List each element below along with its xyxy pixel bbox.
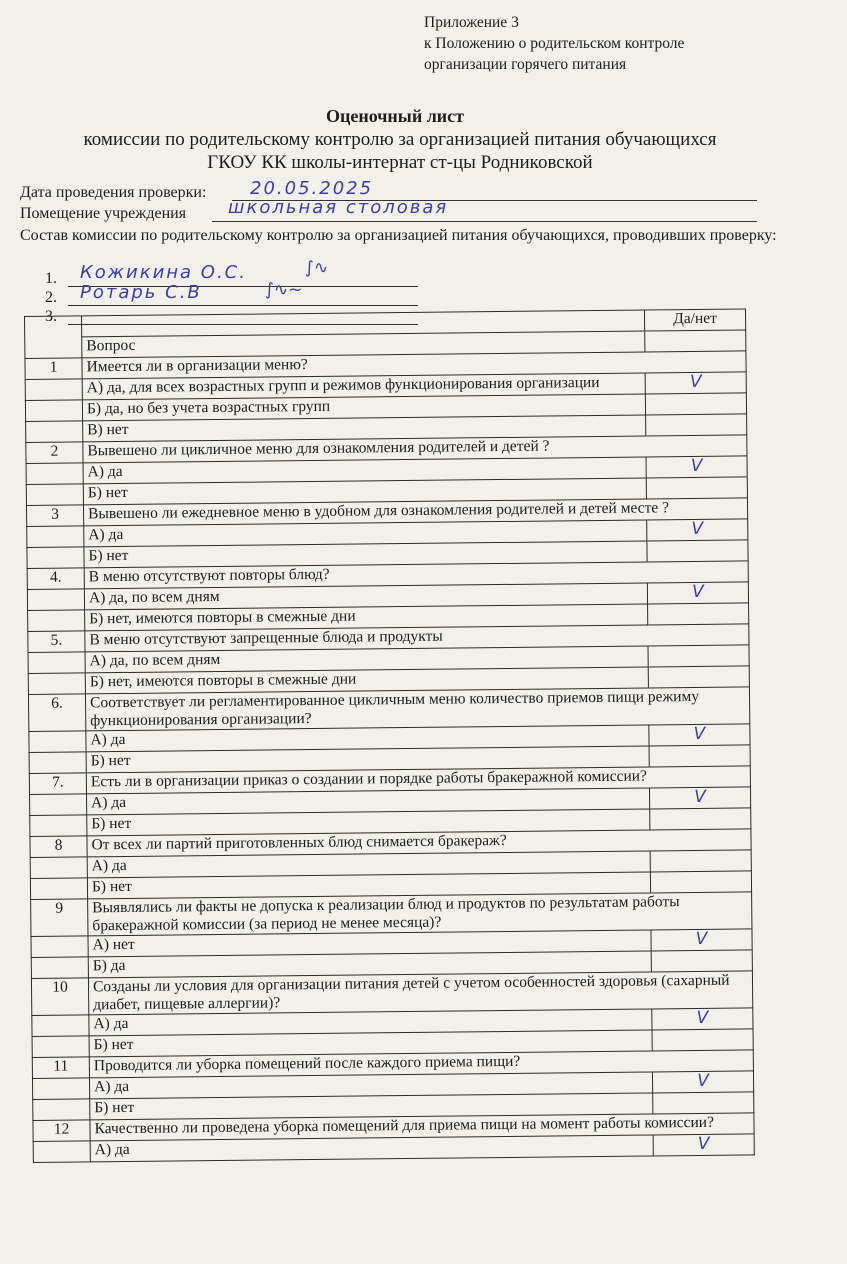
question-text: Имеется ли в организации меню? [82, 351, 746, 379]
question-number: 8 [30, 836, 87, 858]
question-text: Соответствует ли регламентированное цикличным меню количество приемов пищи режиму функционирования организации? [85, 687, 749, 731]
member-1-name: Кожикина О.С. [80, 262, 247, 283]
member-num: 1. [45, 270, 57, 287]
date-field [20, 184, 206, 202]
answer-cell [650, 850, 751, 872]
appendix-line: Приложение 3 [424, 14, 519, 31]
answer-cell [651, 929, 752, 951]
appendix-line: к Положению о родительском контроле [424, 35, 685, 52]
option-num-blank [27, 547, 84, 569]
option-text: А) нет [88, 930, 651, 957]
room-underline [212, 221, 757, 222]
option-num-blank [28, 610, 85, 632]
room-field [20, 205, 186, 223]
room-value: школьная столовая [228, 197, 449, 218]
answer-cell [651, 950, 752, 972]
option-text: Б) нет, имеются повторы в смежные дни [85, 667, 648, 694]
option-text: А) да, для всех возрастных групп и режимов функционирования организации [82, 373, 645, 400]
option-num-blank [25, 400, 82, 422]
check-mark-icon: V [697, 1070, 709, 1091]
option-num-blank [30, 815, 87, 837]
answer-cell [649, 787, 750, 809]
answer-cell [653, 1092, 754, 1114]
option-text: Б) нет [83, 478, 646, 505]
option-text: А) да [89, 1009, 652, 1036]
answer-cell [650, 808, 751, 830]
question-text: В меню отсутствуют повторы блюд? [84, 561, 748, 589]
header-answer-blank [645, 330, 746, 352]
option-num-blank [25, 379, 82, 401]
answer-cell [648, 603, 749, 625]
member-1-signature: ∫∿ [305, 258, 329, 278]
appendix-line: организации горячего питания [424, 56, 627, 73]
check-mark-icon: V [694, 786, 706, 808]
option-text: А) да [89, 1072, 652, 1099]
option-text: Б) нет [87, 809, 650, 836]
option-num-blank [28, 673, 85, 695]
option-num-blank [27, 526, 84, 548]
option-num-blank [30, 794, 87, 816]
commission-composition: Состав комиссии по родительскому контролю за организацией питания обучающихся, проводивших проверку: [20, 227, 777, 244]
question-text: Выявлялись ли факты не допуска к реализации блюд и продуктов по результатам работы бракеражной комиссии (за период не менее месяца)? [88, 892, 752, 936]
question-text: От всех ли партий приготовленных блюд снимается бракераж? [87, 829, 751, 857]
answer-cell [645, 372, 746, 394]
question-text: Проводится ли уборка помещений после каждого приема пищи? [89, 1050, 753, 1078]
answer-cell [647, 519, 748, 541]
option-text: А) да, по всем дням [85, 646, 648, 673]
question-text: Есть ли в организации приказ о создании и порядке работы бракеражной комиссии? [86, 766, 750, 794]
option-num-blank [32, 1036, 89, 1058]
answer-cell [652, 1008, 753, 1030]
check-mark-icon: V [690, 455, 703, 477]
document-title: Оценочный лист [325, 106, 464, 126]
answer-cell [647, 540, 748, 562]
question-text: Созданы ли условия для организации питания детей с учетом особенностей здоровья (сахарный диабет, пищевые аллергии)? [88, 971, 752, 1015]
check-mark-icon: V [697, 1133, 710, 1154]
option-num-blank [29, 731, 86, 753]
option-text: А) да [87, 788, 650, 815]
question-number: 11 [32, 1057, 89, 1079]
member-num: 2. [45, 289, 57, 306]
evaluation-table [24, 308, 755, 1163]
option-text: Б) нет [90, 1093, 653, 1120]
appendix-note [424, 12, 684, 75]
check-mark-icon: V [693, 723, 706, 745]
option-num-blank [32, 1015, 89, 1037]
answer-cell [646, 456, 747, 478]
option-num-blank [29, 752, 86, 774]
question-number: 10 [31, 978, 88, 1016]
option-text: А) да, по всем дням [84, 583, 647, 610]
subtitle-line: комиссии по родительскому контролю за организацией питания обучающихся [83, 129, 717, 150]
option-num-blank [26, 463, 83, 485]
option-num-blank [32, 1078, 89, 1100]
option-text: В) нет [83, 415, 646, 442]
question-number: 12 [33, 1120, 90, 1142]
question-text: Вывешено ли ежедневное меню в удобном для ознакомления родителей и детей месте ? [83, 498, 747, 526]
question-number: 5. [28, 631, 85, 653]
check-mark-icon: V [696, 1007, 709, 1028]
answer-cell [646, 477, 747, 499]
option-text: А) да [86, 725, 649, 752]
answer-cell [646, 414, 747, 436]
header-answer: Да/нет [644, 309, 745, 331]
header-num-cell [25, 316, 82, 359]
question-number: 1 [25, 358, 82, 380]
question-number: 4. [27, 568, 84, 590]
member-num: 3. [45, 308, 57, 325]
check-mark-icon: V [689, 371, 702, 393]
option-num-blank [28, 652, 85, 674]
option-text: Б) нет [87, 872, 650, 899]
question-number: 3 [26, 505, 83, 527]
answer-cell [648, 666, 749, 688]
answer-cell [653, 1134, 754, 1156]
answer-cell [648, 645, 749, 667]
header-question: Вопрос [82, 331, 645, 358]
option-num-blank [26, 421, 83, 443]
answer-cell [652, 1071, 753, 1093]
option-text: А) да [90, 1135, 653, 1162]
room-label: Помещение учреждения [20, 205, 187, 222]
answer-cell [650, 871, 751, 893]
check-mark-icon: V [695, 928, 708, 949]
question-text: Качественно ли проведена уборка помещений для приема пищи на момент работы комиссии? [90, 1113, 754, 1141]
answer-cell [649, 724, 750, 746]
option-text: А) да [83, 457, 646, 484]
option-num-blank [30, 857, 87, 879]
option-num-blank [30, 878, 87, 900]
question-number: 7. [29, 773, 86, 795]
option-num-blank [33, 1141, 90, 1163]
option-text: Б) нет, имеются повторы в смежные дни [85, 604, 648, 631]
question-text: Вывешено ли цикличное меню для ознакомления родителей и детей ? [83, 435, 747, 463]
question-number: 9 [31, 899, 88, 937]
date-value: 20.05.2025 [250, 178, 374, 199]
member-2-underline [68, 305, 418, 306]
answer-cell [652, 1029, 753, 1051]
answer-cell [647, 582, 748, 604]
member-2-name: Ротарь С.В [80, 282, 202, 303]
option-text: Б) да, но без учета возрастных групп [82, 394, 645, 421]
option-num-blank [33, 1099, 90, 1121]
member-1 [45, 270, 57, 288]
option-num-blank [26, 484, 83, 506]
option-text: Б) нет [86, 746, 649, 773]
document-subtitle [0, 128, 800, 174]
option-text: Б) нет [89, 1030, 652, 1057]
option-text: А) да [87, 851, 650, 878]
answer-cell [649, 745, 750, 767]
subtitle-line: ГКОУ КК школы-интернат ст-цы Родниковской [207, 152, 593, 173]
date-label: Дата проведения проверки: [20, 184, 207, 201]
check-mark-icon: V [691, 581, 704, 603]
question-text: В меню отсутствуют запрещенные блюда и продукты [85, 624, 749, 652]
option-text: А) да [84, 520, 647, 547]
option-text: Б) нет [84, 541, 647, 568]
question-number: 2 [26, 442, 83, 464]
option-num-blank [31, 957, 88, 979]
check-mark-icon: V [691, 518, 704, 540]
option-num-blank [31, 936, 88, 958]
option-num-blank [27, 589, 84, 611]
member-2 [45, 289, 57, 307]
question-number: 6. [28, 694, 85, 732]
member-2-signature: ∫∿~ [265, 280, 303, 300]
option-text: Б) да [88, 951, 651, 978]
answer-cell [645, 393, 746, 415]
